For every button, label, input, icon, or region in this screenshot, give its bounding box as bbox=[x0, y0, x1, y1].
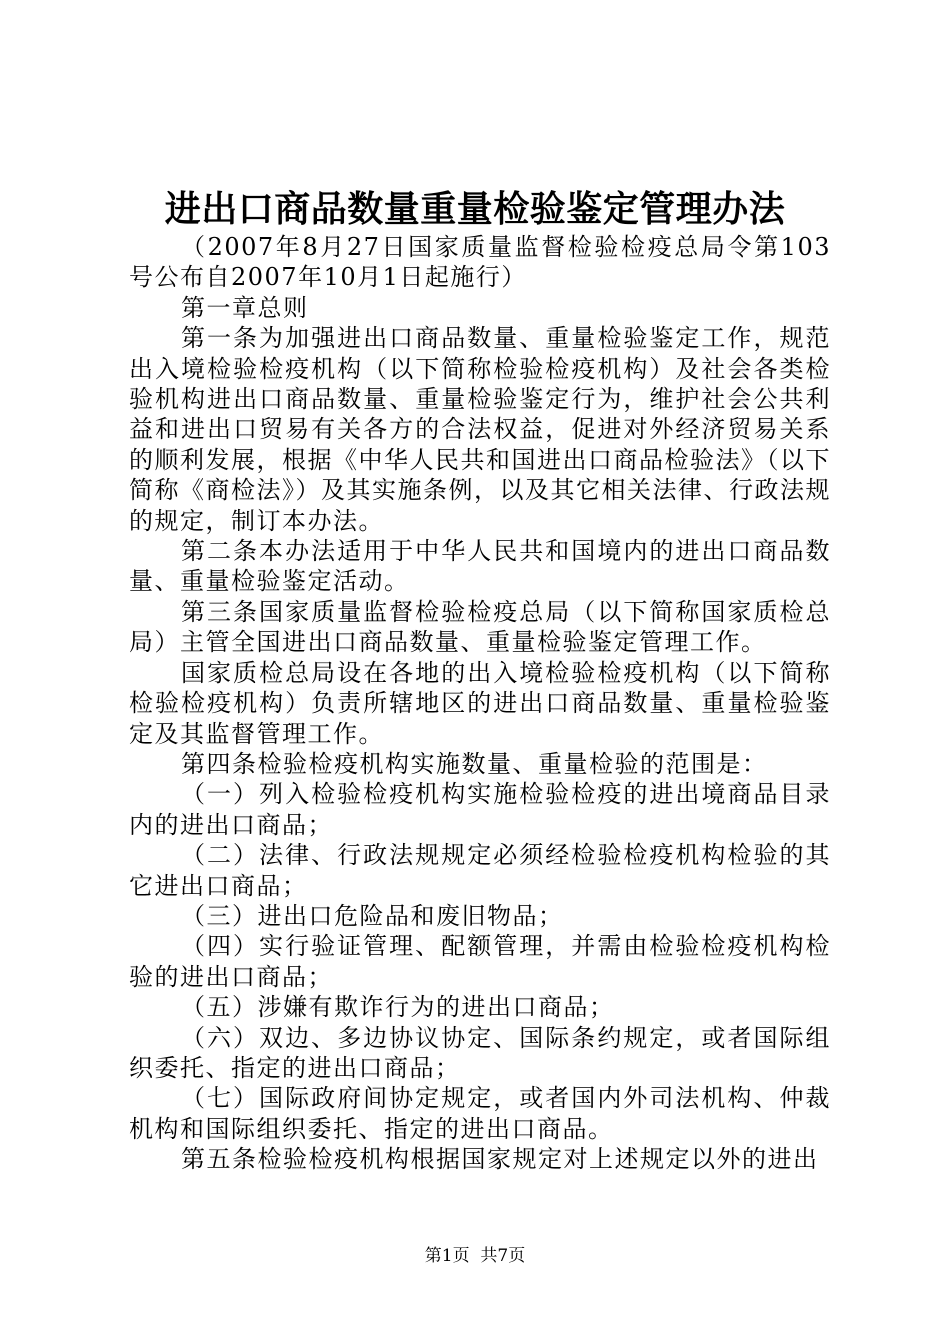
article-4-item-6: （六）双边、多边协议协定、国际条约规定，或者国际组织委托、指定的进出口商品； bbox=[129, 1023, 831, 1082]
document-body bbox=[129, 232, 831, 1175]
article-4-item-5: （五）涉嫌有欺诈行为的进出口商品； bbox=[181, 993, 615, 1022]
page-number: 第1页 bbox=[424, 1246, 470, 1266]
article-4-item-7: （七）国际政府间协定规定，或者国内外司法机构、仲裁机构和国际组织委托、指定的进出口商品。 bbox=[129, 1084, 831, 1143]
document-title: 进出口商品数量重量检验鉴定管理办法 bbox=[164, 188, 786, 230]
article-4-item-3: （三）进出口危险品和废旧物品； bbox=[181, 901, 564, 930]
article-2: 第二条本办法适用于中华人民共和国境内的进出口商品数量、重量检验鉴定活动。 bbox=[129, 537, 831, 596]
article-3: 第三条国家质量监督检验检疫总局（以下简称国家质检总局）主管全国进出口商品数量、重量检验鉴定管理工作。 bbox=[129, 597, 831, 657]
article-3-clause: 国家质检总局设在各地的出入境检验检疫机构（以下简称检验检疫机构）负责所辖地区的进出口商品数量、重量检验鉴定及其监督管理工作。 bbox=[129, 658, 831, 748]
chapter-heading: 第一章总则 bbox=[181, 293, 309, 322]
page-total: 共7页 bbox=[480, 1246, 526, 1266]
article-4: 第四条检验检疫机构实施数量、重量检验的范围是： bbox=[181, 749, 768, 778]
publication-note: （2007年8月27日国家质量监督检验检疫总局令第103号公布自2007年10月1日起施行） bbox=[129, 233, 831, 292]
article-4-item-1: （一）列入检验检疫机构实施检验检疫的进出境商品目录内的进出口商品； bbox=[129, 780, 831, 839]
article-1: 第一条为加强进出口商品数量、重量检验鉴定工作，规范出入境检验检疫机构（以下简称检验检疫机构）及社会各类检验机构进出口商品数量、重量检验鉴定行为，维护社会公共利益和进出口贸易有关各方的合法权益，促进对外经济贸易关系的顺利发展，根据《中华人民共和国进出口商品检验法》（以下简称《商检法》）及其实施条例，以及其它相关法律、行政法规的规定，制订本办法。 bbox=[129, 324, 831, 535]
article-5: 第五条检验检疫机构根据国家规定对上述规定以外的进出 bbox=[181, 1145, 819, 1174]
page-footer bbox=[0, 1246, 950, 1266]
article-4-item-2: （二）法律、行政法规规定必须经检验检疫机构检验的其它进出口商品； bbox=[129, 841, 831, 900]
article-4-item-4: （四）实行验证管理、配额管理，并需由检验检疫机构检验的进出口商品； bbox=[129, 932, 831, 991]
